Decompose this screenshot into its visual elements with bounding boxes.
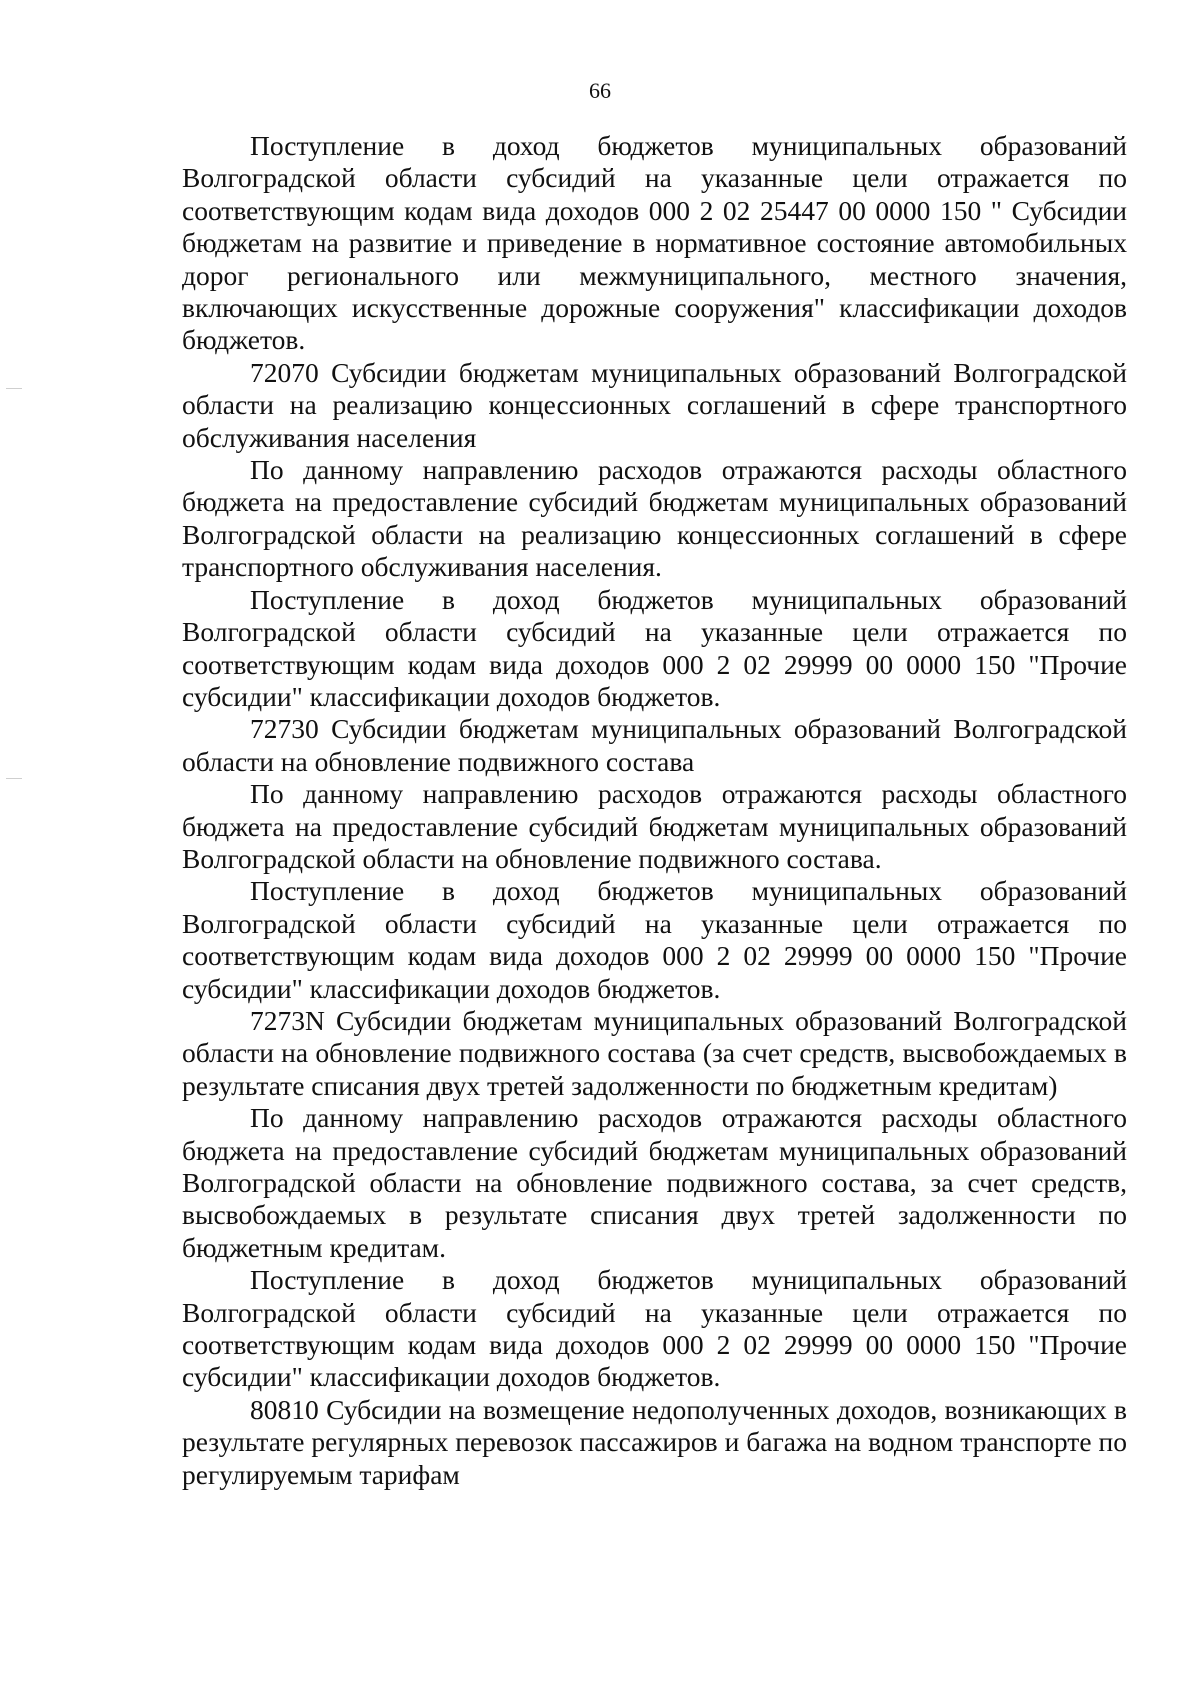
paragraph-heading-80810: 80810 Субсидии на возмещение недополученных доходов, возникающих в результате регулярных перевозок пассажиров и багажа на водном транспорте по регулируемым тарифам (182, 1393, 1127, 1490)
scan-edge-mark (6, 388, 22, 389)
paragraph-heading-72070: 72070 Субсидии бюджетам муниципальных образований Волгоградской области на реализацию концессионных соглашений в сфере транспортного обслуживания населения (182, 356, 1127, 453)
page-number: 66 (589, 78, 611, 103)
document-body (182, 130, 1127, 1491)
paragraph-heading-7273N: 7273N Субсидии бюджетам муниципальных образований Волгоградской области на обновление подвижного состава (за счет средств, высвобождаемых в результате списания двух третей задолженности по бюджетным кредитам) (182, 1004, 1127, 1101)
paragraph-income-7273N: Поступление в доход бюджетов муниципальных образований Волгоградской области субсидий на указанные цели отражается по соответствующим кодам вида доходов 000 2 02 29999 00 0000 150 "Прочие субсидии" классификации доходов бюджетов. (182, 1264, 1127, 1393)
paragraph-expense-7273N: По данному направлению расходов отражаются расходы областного бюджета на предоставление субсидий бюджетам муниципальных образований Волгоградской области на обновление подвижного состава, за счет средств, высвобождаемых в результате списания двух третей задолженности по бюджетным кредитам. (182, 1102, 1127, 1263)
paragraph-expense-72070: По данному направлению расходов отражаются расходы областного бюджета на предоставление субсидий бюджетам муниципальных образований Волгоградской области на реализацию концессионных соглашений в сфере транспортного обслуживания населения. (182, 454, 1127, 583)
paragraph-income-72730: Поступление в доход бюджетов муниципальных образований Волгоградской области субсидий на указанные цели отражается по соответствующим кодам вида доходов 000 2 02 29999 00 0000 150 "Прочие субсидии" классификации доходов бюджетов. (182, 875, 1127, 1004)
paragraph-income-code-25447: Поступление в доход бюджетов муниципальных образований Волгоградской области субсидий на указанные цели отражается по соответствующим кодам вида доходов 000 2 02 25447 00 0000 150 " Субсидии бюджетам на развитие и приведение в нормативное состояние автомобильных дорог регионального или межмуниципального, местного значения, включающих искусственные дорожные сооружения" классификации доходов бюджетов. (182, 130, 1127, 356)
scan-edge-mark (6, 778, 22, 779)
paragraph-heading-72730: 72730 Субсидии бюджетам муниципальных образований Волгоградской области на обновление подвижного состава (182, 713, 1127, 777)
paragraph-income-72070: Поступление в доход бюджетов муниципальных образований Волгоградской области субсидий на указанные цели отражается по соответствующим кодам вида доходов 000 2 02 29999 00 0000 150 "Прочие субсидии" классификации доходов бюджетов. (182, 583, 1127, 712)
paragraph-expense-72730: По данному направлению расходов отражаются расходы областного бюджета на предоставление субсидий бюджетам муниципальных образований Волгоградской области на обновление подвижного состава. (182, 778, 1127, 874)
